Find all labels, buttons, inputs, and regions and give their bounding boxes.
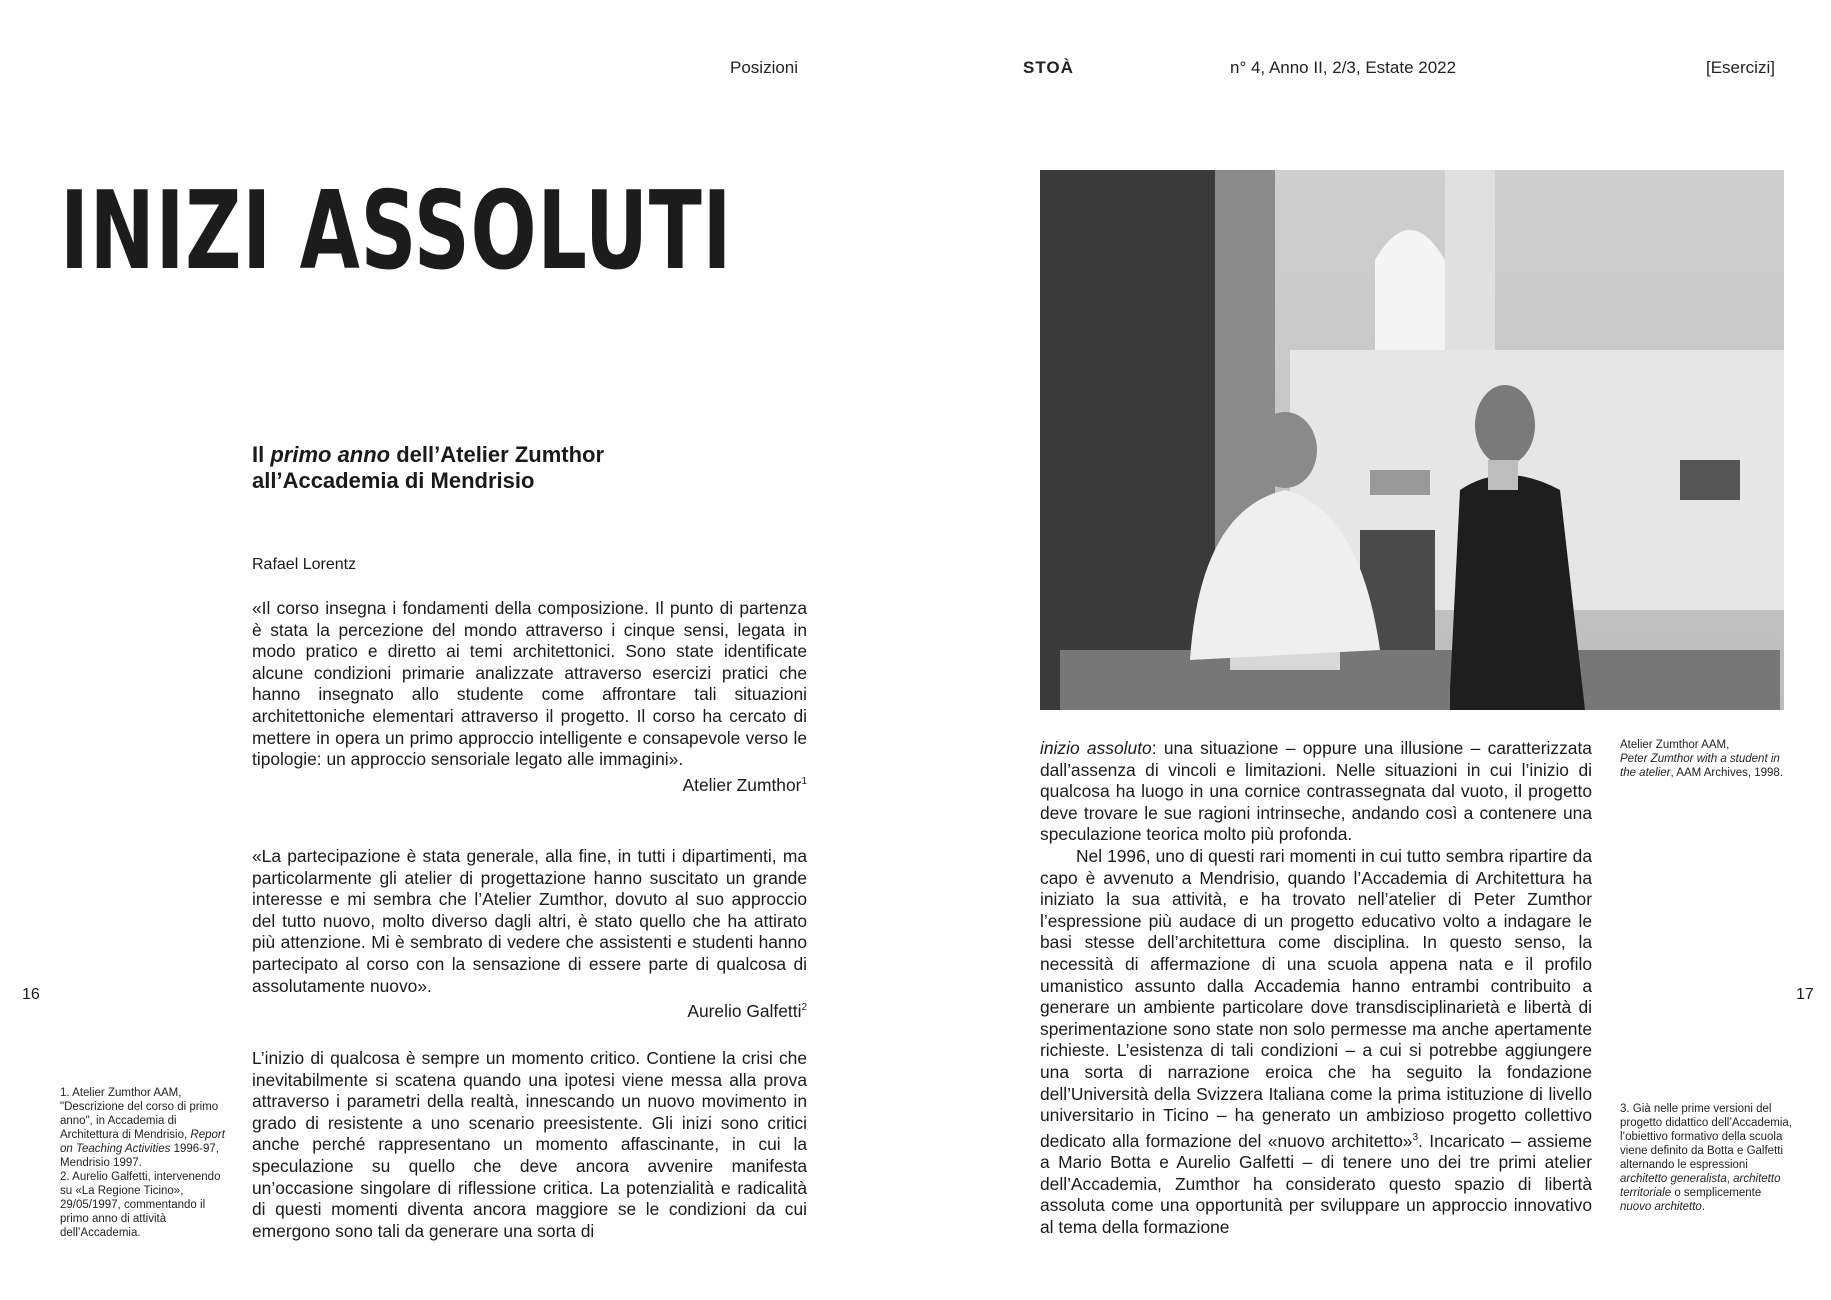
quote-zumthor xyxy=(252,598,807,796)
paragraph-text: : una situazione – oppure una illusione – caratterizzata dall’assenza di vincoli e limitazioni. Nelle situazioni in cui l’inizio di qualcosa ha luogo in una cornice contrassegnata dal vuoto, il progetto deve trovare le sue ragioni intrinseche, andando così a contenere una speculazione teorica molto più profonda. xyxy=(1040,738,1592,845)
caption-italic: Peter Zumthor with a student in the atelier xyxy=(1620,753,1780,779)
quote-galfetti-signature xyxy=(252,997,807,1022)
article-author: Rafael Lorentz xyxy=(252,556,357,573)
issue-info: n° 4, Anno II, 2/3, Estate 2022 xyxy=(1230,58,1457,77)
page-number-right: 17 xyxy=(1796,986,1814,1003)
photo-zumthor-with-student xyxy=(1040,170,1784,710)
running-header-section-left: Posizioni xyxy=(730,58,799,77)
footnote-text: . xyxy=(1701,1201,1706,1213)
footnote-ref: 3 xyxy=(1412,1131,1419,1143)
body-paragraph-2 xyxy=(1040,846,1592,1238)
magazine-logo: STOÀ xyxy=(1023,58,1074,77)
footnote-text: 3. Già nelle prime versioni del progetto didattico dell’Accademia, l’obiettivo formativo della scuola viene definito da Botta e Galfetti alternando le espressioni xyxy=(1620,1103,1792,1171)
archival-photo-icon xyxy=(1040,170,1784,710)
signature-text: Aurelio Galfetti xyxy=(687,1000,802,1021)
subtitle-line2: all’Accademia di Mendrisio xyxy=(252,468,535,493)
paragraph-text: Nel 1996, uno di questi rari momenti in cui tutto sembra ripartire da capo è avvenuto a Mendrisio, quando l’Accademia di Architettura ha iniziato la sua attività, e ha trovato nell’atelier di Peter Zumthor l’espressione più audace di un progetto educativo volto a indagare le basi stesse dell’architettura come disciplina. In questo senso, la necessità di affermazione di una scuola appena nata e il profilo umanistico assunto dalla Accademia hanno entrambi contribuito a generare un ambiente particolare dove transdisciplinarietà e libertà di sperimentazione sono state non solo permesse ma anche apertamente richieste. L’esistenza di tali condizioni – a cui si potrebbe aggiungere una sorta di narrazione eroica che ha seguito la fondazione dell’Università della Svizzera Italiana come la prima istituzione di livello universitario in Ticino – ha generato un ambizioso progetto collettivo dedicato alla formazione del «nuovo architetto» xyxy=(1040,845,1592,1151)
body-paragraph-1 xyxy=(1040,738,1592,846)
footnote-1 xyxy=(60,1086,230,1170)
footnote-italic: architetto territoriale xyxy=(1620,1173,1781,1199)
italic-term: inizio assoluto xyxy=(1040,738,1152,758)
quote-zumthor-signature xyxy=(252,771,807,796)
paragraph-text: . Incaricato – assieme a Mario Botta e Aurelio Galfetti – di tenere uno dei tre primi atelier dell’Accademia, Zumthor ha considerato questo spazio di libertà assoluta come una opportunità per sviluppare un approccio innovativo al tema della formazione xyxy=(1040,1130,1592,1237)
subtitle-italic: primo anno xyxy=(270,442,391,467)
running-header-section-right: [Esercizi] xyxy=(1706,58,1775,77)
footnote-italic: Report on Teaching Activities xyxy=(60,1129,225,1155)
footnote-3 xyxy=(1620,1102,1792,1214)
body-paragraph: L’inizio di qualcosa è sempre un momento critico. Contiene la crisi che inevitabilmente si scatena quando una ipotesi viene messa alla prova attraverso i parametri della realtà, innescando un nuovo movimento in grado di resistente a uno scenario preesistente. Gli inizi sono critici anche perché rappresentano un momento affascinante, in cui la speculazione su quello che deve ancora avvenire manifesta un’occasione singolare di riflessione critica. La potenzialità e radicalità di questi momenti diventa ancora maggiore se le condizioni da cui emergono sono tali da generare una sorta di xyxy=(252,1048,807,1241)
caption-text: , AAM Archives, 1998. xyxy=(1670,767,1784,779)
quote-galfetti xyxy=(252,846,807,1023)
article-title: INIZI ASSOLUTI xyxy=(60,169,733,294)
footnote-text: , xyxy=(1726,1173,1734,1185)
footnote-ref: 2 xyxy=(801,1002,807,1014)
footnote-text: o semplicemente xyxy=(1671,1187,1762,1199)
page-number-left: 16 xyxy=(22,986,40,1003)
footnote-italic: nuovo architetto xyxy=(1620,1201,1702,1213)
subtitle-part2: dell’Atelier Zumthor xyxy=(390,442,605,467)
body-text-right xyxy=(1040,738,1592,1238)
subtitle-part1: Il xyxy=(252,442,271,467)
footnote-2: 2. Aurelio Galfetti, intervenendo su «La Regione Ticino», 29/05/1997, commentando il primo anno di attività dell’Accademia. xyxy=(60,1171,221,1239)
caption-text: Atelier Zumthor AAM, xyxy=(1620,739,1730,751)
footnote-text: 1996-97, Mendrisio 1997. xyxy=(60,1143,219,1169)
quote-zumthor-text: «Il corso insegna i fondamenti della composizione. Il punto di partenza è stata la percezione del mondo attraverso i cinque sensi, legata in modo pratico e diretto ai temi architettonici. Sono state identificate alcune condizioni primarie analizzate attraverso esercizi pratici che hanno insegnato allo studente come affrontare tali situazioni architettoniche elementari attraverso il progetto. Il corso ha cercato di mettere in opera un primo approccio intelligente e consapevole verso le tipologie: un approccio sensoriale legato alle immagini». xyxy=(252,598,807,770)
body-text-left xyxy=(252,1048,807,1242)
footnote-text: 1. Atelier Zumthor AAM, "Descrizione del corso di primo anno", in Accademia di Architettura di Mendrisio, xyxy=(60,1087,219,1141)
footnote-ref: 1 xyxy=(801,775,807,787)
signature-text: Atelier Zumthor xyxy=(682,774,802,795)
photo-caption xyxy=(1620,738,1790,780)
footnotes-left xyxy=(60,1086,230,1240)
quote-galfetti-text: «La partecipazione è stata generale, alla fine, in tutti i dipartimenti, ma particolarmente gli atelier di progettazione hanno suscitato un grande interesse e mi sembra che l’Atelier Zumthor, dovuto al suo approccio del tutto nuovo, molto diverso dagli altri, è stato quello che ha attirato più attenzione. Mi è sembrato di vedere che assistenti e studenti hanno partecipato al corso con la sensazione di essere parte di qualcosa di assolutamente nuovo». xyxy=(252,846,807,996)
article-subtitle xyxy=(252,442,604,494)
footnote-italic: architetto generalista xyxy=(1620,1173,1727,1185)
